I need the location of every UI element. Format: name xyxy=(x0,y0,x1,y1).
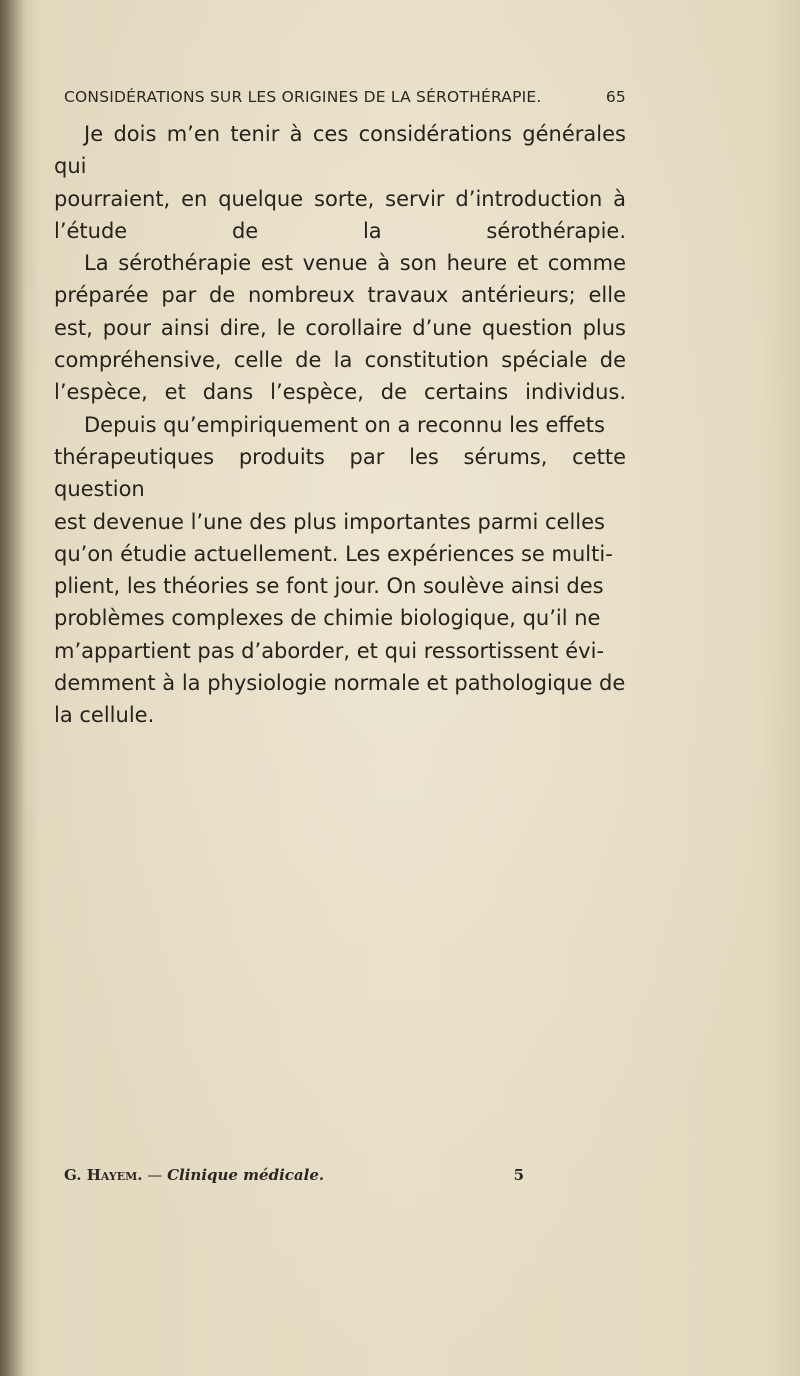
footer-book-title: Clinique médicale. xyxy=(167,1166,325,1184)
text-line: la cellule. xyxy=(54,703,155,728)
text-line: est, pour ainsi dire, le corollaire d’une question plus xyxy=(54,315,626,340)
running-title: CONSIDÉRATIONS SUR LES ORIGINES DE LA SÉROTHÉRAPIE. xyxy=(64,88,542,106)
text-line: préparée par de nombreux travaux antérieurs; elle xyxy=(54,283,626,308)
signature-footer xyxy=(64,1166,524,1190)
footer-author: G. Hayem. xyxy=(64,1166,143,1184)
paragraph-1 xyxy=(54,118,626,247)
page-gutter-shadow xyxy=(0,0,26,1376)
text-line: pourraient, en quelque sorte, servir d’introduction à xyxy=(54,186,626,211)
footer-signature-mark: 5 xyxy=(513,1166,524,1184)
text-line: thérapeutiques produits par les sérums, cette question xyxy=(54,444,626,502)
text-line: Je dois m’en tenir à ces considérations générales qui xyxy=(54,122,626,179)
main-text xyxy=(54,118,626,732)
text-line: La sérothérapie est venue à son heure et comme xyxy=(84,251,626,276)
running-header xyxy=(64,88,626,114)
text-line: demment à la physiologie normale et pathologique de xyxy=(54,671,626,696)
paragraph-2 xyxy=(54,247,626,408)
text-line: problèmes complexes de chimie biologique, qu’il ne xyxy=(54,606,601,631)
page-number: 65 xyxy=(605,88,626,106)
text-line: compréhensive, celle de la constitution spéciale de xyxy=(54,348,626,373)
text-line: plient, les théories se font jour. On soulève ainsi des xyxy=(54,574,604,599)
text-line: l’étude de la sérothérapie. xyxy=(54,218,626,243)
text-line: Depuis qu’empiriquement on a reconnu les effets xyxy=(84,412,605,437)
text-line: qu’on étudie actuellement. Les expériences se multi- xyxy=(54,541,613,566)
text-line: est devenue l’une des plus importantes parmi celles xyxy=(54,509,605,534)
paragraph-3 xyxy=(54,409,626,732)
footer-separator: — xyxy=(147,1166,163,1184)
text-line: l’espèce, et dans l’espèce, de certains individus. xyxy=(54,380,626,405)
text-line: m’appartient pas d’aborder, et qui ressortissent évi- xyxy=(54,638,605,663)
